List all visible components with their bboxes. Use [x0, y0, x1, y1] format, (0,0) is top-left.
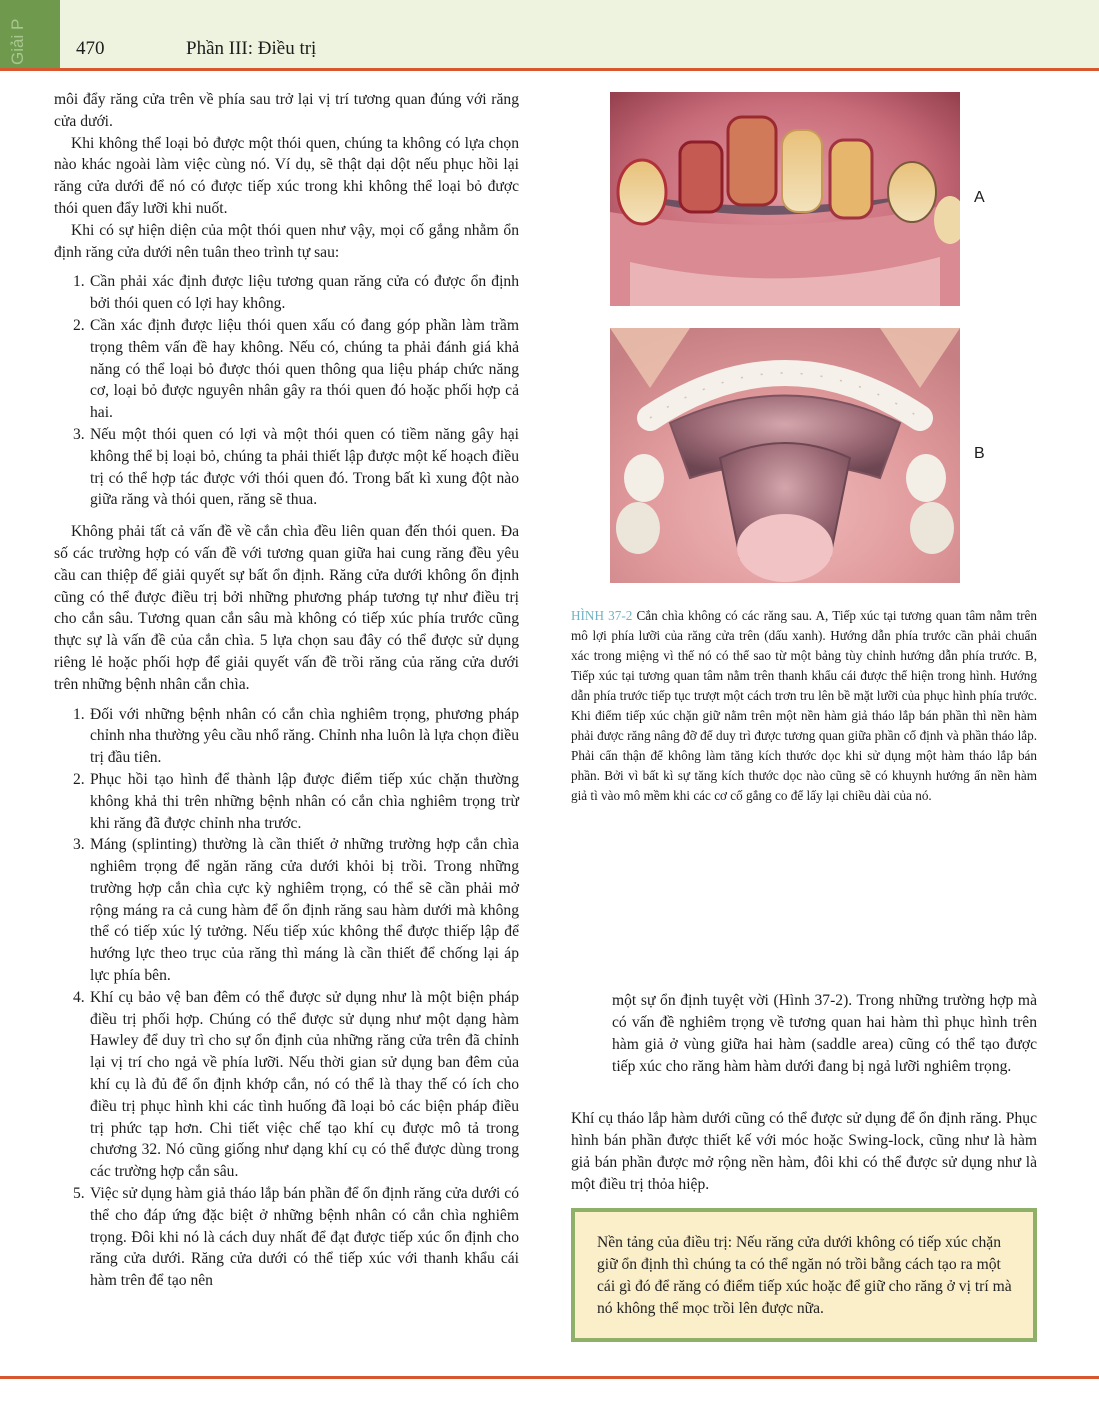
treatment-options-list — [54, 704, 519, 1293]
list-number: 3. — [73, 425, 85, 443]
callout-text: Nền tảng của điều trị: Nếu răng cửa dưới không có tiếp xúc chặn giữ ổn định thì chúng ta có thể ngăn nó trồi bằng cách tạo ra một cái gì đó để răng có điểm tiếp xúc hoặc để giữ cho răng ở vị trí mà nó không thể mọc trồi lên được nữa. — [597, 1234, 1012, 1317]
running-header — [0, 0, 1099, 70]
list-number: 5. — [73, 1185, 85, 1203]
list-item — [54, 834, 519, 987]
list-number: 4. — [73, 988, 85, 1006]
list-number: 2. — [73, 316, 85, 334]
list-item-text: Cần xác định được liệu thói quen xấu có đang góp phần làm trầm trọng thêm vấn đề hay không. Nếu có, chúng ta phải đánh giá khả năng có thể loại bỏ được thói quen thông qua liệu pháp chức năng cơ, loại bỏ được nguyên nhân gây ra thói quen đó hoặc phối hợp cả hai. — [90, 316, 519, 422]
list-continuation-text: một sự ổn định tuyệt vời (Hình 37-2). Trong những trường hợp mà có vấn đề nghiêm trọng về tương quan hai hàm thì phục hình trên hàm giả ở vùng giữa hai hàm (saddle area) cũng có thể tạo được tiếp xúc cho răng hàm hàm dưới đang bị ngả lưỡi nghiêm trọng. — [612, 992, 1037, 1075]
list-item-text: Đối với những bệnh nhân có cắn chìa nghiêm trọng, phương pháp chỉnh nha thường yêu cầu nhổ răng. Chỉnh nha luôn là lựa chọn điều trị đầu tiên. — [90, 705, 519, 767]
list-item-text: Máng (splinting) thường là cần thiết ở những trường hợp cắn chìa nghiêm trọng để ngăn răng cửa dưới khỏi bị trồi. Trong những trường hợp cắn chìa cực kỳ nghiêm trọng, có thể sẽ cần phải mở rộng máng ra cả cung hàm để ổn định răng sau hàm dưới mà không thể có tiếp xúc lý tưởng. Nếu tiếp xúc không thể được thiếp lập để hướng lực theo trục của răng thì máng là cần thiết để chống lại áp lực phía bên. — [90, 836, 519, 985]
list-item — [54, 315, 519, 424]
footer-rule — [0, 1376, 1099, 1379]
list-item — [54, 704, 519, 769]
list-item — [54, 271, 519, 315]
list-number: 3. — [73, 836, 85, 854]
paragraph-4: Không phải tất cả vấn đề về cắn chìa đều liên quan đến thói quen. Đa số các trường hợp có vấn đề với tương quan giữa hai cung răng đều yêu cầu can thiệp để giải quyết sự bất ổn định. Răng cửa dưới không ổn định cũng có thể được điều trị bởi những phương pháp tương tự như điều trị cho cắn sâu. Tương quan cắn sâu mà không có tiếp xúc phía trước cũng thực sự là vấn đề của cắn chìa. 5 lựa chọn sau đây có thể được sử dụng riêng lẻ hoặc phối hợp để giải quyết vấn đề trồi răng của răng cửa dưới trên những bệnh nhân cắn chìa. — [54, 523, 519, 693]
teeth-photo-b-image — [610, 328, 960, 583]
figure-caption — [571, 606, 1037, 806]
list-item — [54, 769, 519, 834]
list-item-text: Khí cụ bảo vệ ban đêm có thể được sử dụng như là một biện pháp điều trị phối hợp. Chúng có thể được sử dụng như một dạng hàm Hawley để duy trì cho sự ổn định của những răng cửa trên đã chỉnh lại vị trí cho ngả về phía lưỡi. Nếu thời gian sử dụng ban đêm của khí cụ là đủ để ổn định khớp cắn, nó có thể là thay thế có ích cho điều trị phục hình khi các tình huống đã loại bỏ các biện pháp điều trị phức tạp hơn. Chi tiết việc chế tạo khí cụ được mô tả trong chương 32. Nó cũng giống như dạng khí cụ có thể được dùng trong các trường hợp cắn sâu. — [90, 988, 519, 1181]
list-item — [54, 1183, 519, 1292]
running-title: Phần III: Điều trị — [186, 38, 317, 59]
list-number: 1. — [73, 705, 85, 723]
paragraph-2: Khi không thể loại bỏ được một thói quen, chúng ta không có lựa chọn nào khác ngoài làm việc cùng nó. Ví dụ, sẽ thật dại dột nếu phục hồi lại răng cửa dưới để nó có được tiếp xúc trong khi không thể loại bỏ được thói quen đẩy lưỡi khi nuốt. — [54, 134, 519, 217]
figure-number: HÌNH 37-2 — [571, 608, 633, 623]
page-number: 470 — [76, 38, 105, 59]
header-rule — [0, 68, 1099, 71]
figure-photo-b — [610, 328, 960, 583]
list-item-text: Phục hồi tạo hình để thành lập được điểm tiếp xúc chặn thường không khả thi trên những bệnh nhân có cắn chìa nghiêm trọng trừ khi răng đã được chỉnh nha trước. — [90, 770, 519, 832]
habit-steps-list — [54, 271, 519, 511]
list-number: 1. — [73, 273, 85, 291]
figure-label-b: B — [974, 445, 985, 462]
paragraph-1: môi đẩy răng cửa trên về phía sau trở lại vị trí tương quan đúng với răng cửa dưới. — [54, 91, 519, 130]
chapter-side-tab — [0, 0, 60, 70]
figure-label-a: A — [974, 189, 985, 206]
figure-photo-a — [610, 92, 960, 306]
list-item-text: Việc sử dụng hàm giả tháo lắp bán phần để ổn định răng cửa dưới có thể cho đáp ứng đặc biệt ở những bệnh nhân có cắn chìa nghiêm trọng. Đôi khi nó là cách duy nhất để đạt được tiếp xúc ổn định cho răng cửa dưới. Răng cửa dưới có thể tiếp xúc với thanh khẩu cái hàm trên để tạo nên — [90, 1185, 519, 1290]
list-item — [54, 987, 519, 1183]
figure-caption-text: Cắn chìa không có các răng sau. A, Tiếp xúc tại tương quan tâm nằm trên mô lợi phía lưỡi của răng cửa trên (dấu xanh). Hướng dẫn phía trước cần phải chuẩn xác trong miệng vì thế nó có thể sao từ một bảng tùy chỉnh hướng dẫn phía trước. B, Tiếp xúc tại tương quan tâm nằm trên thanh khẩu cái được thể hiện trong hình. Hướng dẫn phía trước tiếp tục trượt một cách trơn tru lên bề mặt lưỡi của phục hình phía trước. Khi điểm tiếp xúc chặn giữ nằm trên một nền hàm giả tháo lắp bán phần thì nền hàm phải được răng nâng đỡ để duy trì được tương quan giữa phần cố định và phần tháo lắp. Phải cẩn thận để không làm tăng kích thước dọc khi sử dụng một hàm tháo lắp bán phần. Bởi vì bất kì sự tăng kích thước dọc nào cũng sẽ có khuynh hướng ấn nền hàm giả tì vào mô mềm khi các cơ cố gắng co để lấy lại chiều dài của nó. — [571, 608, 1038, 803]
list-item-text: Cần phải xác định được liệu tương quan răng cửa có được ổn định bởi thói quen có lợi hay không. — [90, 273, 519, 313]
left-column — [54, 89, 519, 1300]
paragraph-3: Khi có sự hiện diện của một thói quen như vậy, mọi cố gắng nhằm ổn định răng cửa dưới nên tuân theo trình tự sau: — [54, 221, 519, 261]
side-tab-label: Giải P — [8, 18, 27, 65]
teeth-photo-a-image — [610, 92, 960, 306]
treatment-foundation-box — [571, 1208, 1037, 1342]
list-item — [54, 424, 519, 511]
list-item-text: Nếu một thói quen có lợi và một thói quen có tiềm năng gây hại không thể bị loại bỏ, chúng ta phải thiết lập được một kế hoạch điều trị có thể hợp tác được với thói quen đó. Trong bất kì xung đột nào giữa răng và thói quen, răng sẽ thua. — [90, 425, 519, 509]
right-paragraph: Khí cụ tháo lắp hàm dưới cũng có thể được sử dụng để ổn định răng. Phục hình bán phần được thiết kế với móc hoặc Swing-lock, cũng như là hàm giả bán phần được mở rộng nền hàm, đôi khi có thể được sử dụng như là một điều trị thỏa hiệp. — [571, 1110, 1037, 1193]
list-number: 2. — [73, 770, 85, 788]
